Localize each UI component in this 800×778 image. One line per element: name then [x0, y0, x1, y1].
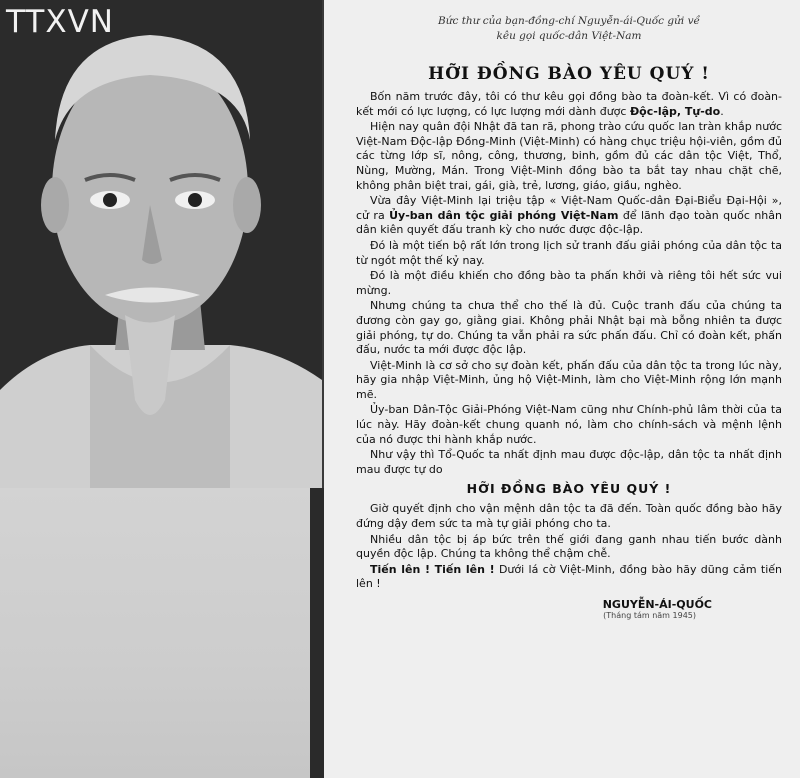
paragraph-5: Đó là một điều khiến cho đồng bào ta phấn khởi và riêng tôi hết sức vui mừng.: [356, 269, 782, 297]
closing-paragraph-3: Tiến lên ! Tiến lên ! Dưới lá cờ Việt-Minh, đồng bào hãy dũng cảm tiến lên !: [356, 562, 782, 591]
paragraph-1: Bốn năm trước đây, tôi có thư kêu gọi đồng bào ta đoàn-kết. Vì có đoàn-kết mới có lực lượng, có lực lượng mới dành được Độc-lập, Tự-do.: [356, 90, 782, 118]
signature: NGUYỄN-ÁI-QUỐC: [602, 598, 712, 611]
divider: [310, 488, 324, 778]
closing-paragraph-2: Nhiều dân tộc bị áp bức trên thế giới đang ganh nhau tiến bước dành quyền độc lập. Chúng ta không thể chậm chễ.: [356, 532, 782, 561]
closing-paragraph-1: Giờ quyết định cho vận mệnh dân tộc ta đã đến. Toàn quốc đồng bào hãy đứng dậy đem sức ta mà tự giải phóng cho ta.: [356, 502, 782, 531]
watermark: TTXVN: [6, 4, 114, 40]
salutation-2: HỠI ĐỒNG BÀO YÊU QUÝ !: [466, 481, 672, 497]
salutation: HỠI ĐỒNG BÀO YÊU QUÝ !: [428, 64, 710, 84]
paragraph-7: Việt-Minh là cơ sở cho sự đoàn kết, phấn đấu của dân tộc ta trong lúc này, hãy gia nhập Việt-Minh, ủng hộ Việt-Minh, làm cho Việt-Minh rộng lớn mạnh mẽ.: [356, 358, 782, 401]
paragraph-8: Ủy-ban Dân-Tộc Giải-Phóng Việt-Nam cũng như Chính-phủ lâm thời của ta lúc này. Hãy đoàn-kết chung quanh nó, làm cho chính-sách và mệnh lệnh của nó được thi hành khắp nước.: [356, 403, 782, 446]
header-line-2: kêu gọi quốc-dân Việt-Nam: [496, 30, 642, 42]
letter-header: [356, 14, 782, 44]
header-line-1: Bức thư của bạn-đồng-chí Nguyễn-ái-Quốc gửi về: [438, 15, 700, 27]
paragraph-4: Đó là một tiến bộ rất lớn trong lịch sử tranh đấu giải phóng của dân tộc ta từ ngót một thế kỷ nay.: [356, 238, 782, 267]
blank-panel: [0, 488, 310, 778]
paragraph-6: Nhưng chúng ta chưa thể cho thế là đủ. Cuộc tranh đấu của chúng ta đương còn gay go, giằng giai. Không phải Nhật bại mà bỗng nhiên ta được giải phóng, tự do. Chúng ta vẫn phải ra sức phấn đấu. Chỉ có đoàn kết, phấn đấu, nước ta mới được độc lập.: [356, 299, 782, 357]
portrait-illustration: [0, 0, 322, 488]
paragraph-3: Vừa đây Việt-Minh lại triệu tập « Việt-Nam Quốc-dân Đại-Biểu Đại-Hội », cử ra Ủy-ban dân tộc giải phóng Việt-Nam để lãnh đạo toàn quốc nhân dân kiên quyết đấu tranh kỳ cho nước được độc-lập.: [356, 194, 782, 237]
paragraph-2: Hiện nay quân đội Nhật đã tan rã, phong trào cứu quốc lan tràn khắp nước Việt-Nam Độc-lập Đồng-Minh (Việt-Minh) có hàng chục triệu hội-viên, gồm đủ các từng lớp sĩ, nông, công, thương, binh, gồm đủ các dân tộc Việt, Thổ, Nùng, Mường, Mán. Trong Việt-Minh đồng bào ta bắt tay nhau chặt chẽ, không phân biệt trai, gái, già, trẻ, lương, giáo, giầu, nghèo.: [356, 120, 782, 192]
paragraph-9: Như vậy thì Tổ-Quốc ta nhất định mau được độc-lập, dân tộc ta nhất định mau được tự do: [356, 448, 782, 476]
portrait-photo: [0, 0, 322, 488]
letter-document: [324, 0, 800, 778]
date-note: (Tháng tám năm 1945): [603, 611, 696, 620]
